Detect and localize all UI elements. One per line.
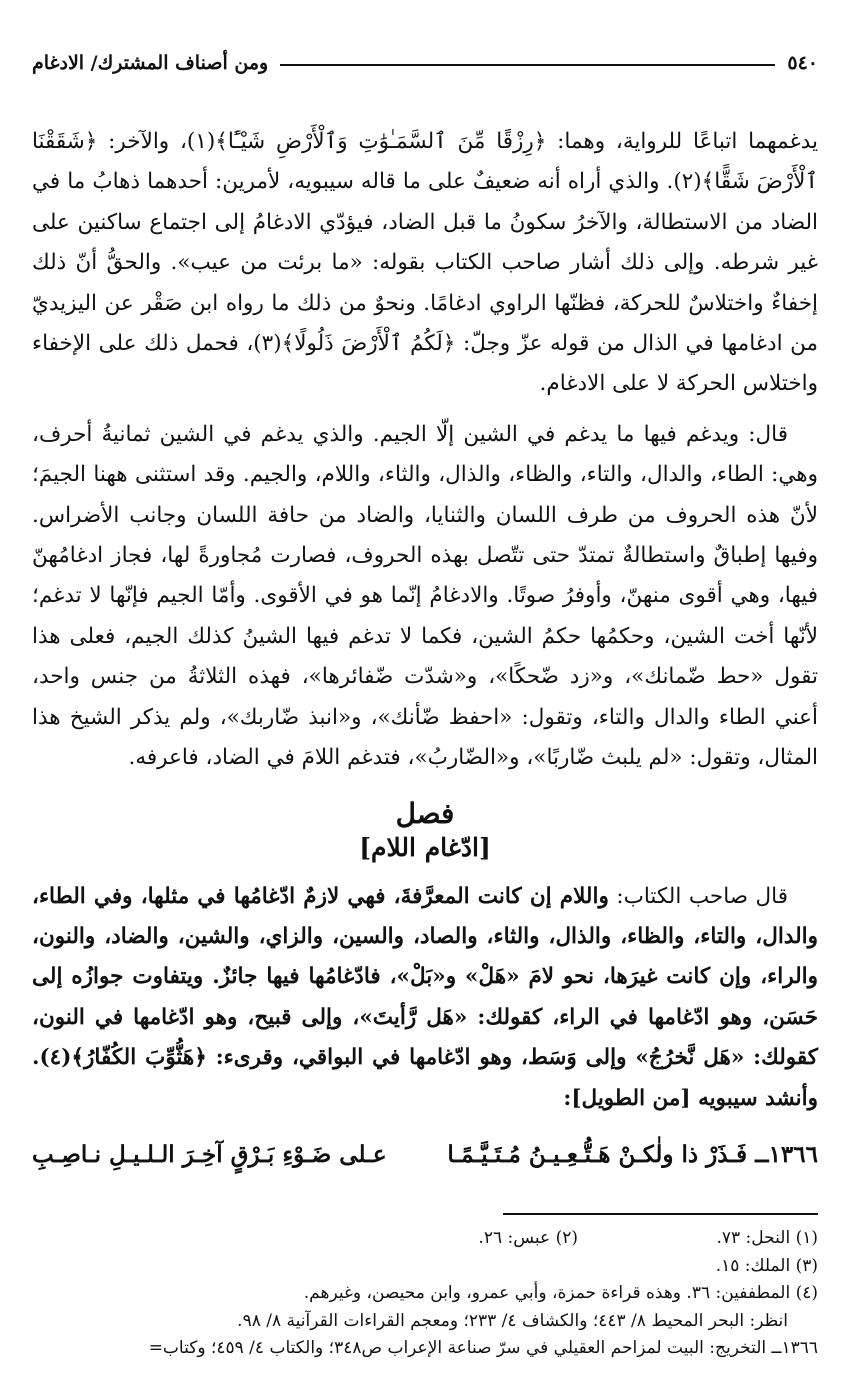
poetry-verse <box>32 1133 818 1177</box>
section-subtitle: [ادّغام اللام] <box>359 832 491 862</box>
footnote-separator <box>503 1213 818 1215</box>
footnote: انظر: البحر المحيط ٨/ ٤٤٣؛ والكشاف ٤/ ٢٣٣؛ ومعجم القراءات القرآنية ٨/ ٩٨. <box>237 1310 788 1331</box>
page-number: ٥٤٠ <box>787 52 818 74</box>
paragraph: يدغمهما اتباعًا للرواية، وهما: ﴿رِزْقًا مِّنَ ٱلسَّمَـٰوَٰتِ وَٱلْأَرْضِ شَيْـًٔا﴾(١)، والآخر: ﴿شَقَقْنَا ٱلْأَرْضَ شَقًّا﴾(٢). والذي أراه أنه ضعيفٌ على ما قاله سيبويه، لأمرين: أحدهما ذهابُ ما في الضاد من الاستطالة، والآخرُ سكونُ ما قبل الضاد، فيؤدّي الادغامُ إلى اجتماع ساكنين على غير شرطه. وإلى ذلك أشار صاحب الكتاب بقوله: «ما برئت من عيب». والحقُّ أنّ ذلك إخفاءٌ واختلاسٌ للحركة، فظنّها الراوي ادغامًا. ونحوٌ من ذلك ما رواه ابن صَقْر عن اليزيديّ من ادغامها في الذال من قوله عزّ وجلّ: ﴿لَكُمُ ٱلْأَرْضَ ذَلُولًا﴾(٣)، فحمل ذلك على الإخفاء واختلاس الحركة لا على الادغام. <box>32 129 819 397</box>
header-rule <box>280 64 775 66</box>
quoted-text: واللام إن كانت المعرَّفةَ، فهي لازمٌ ادّغامُها في مثلها، وفي الطاء، والدال، والتاء، والظاء، والذال، والثاء، والصاد، والسين، والزاي، والشين، والضاد، والنون، والراء، وإن كانت غيرَها، نحو لامَ «هَلْ» و«بَلْ»، فادّغامُها فيها جائزٌ. ويتفاوت جوازُه إلى حَسَن، وهو ادّغامها في الراء، كقولك: «هَل رَّأيتَ»، وإلى قبيح، وهو ادّغامها في النون، كقولك: «هَل نَّخرُجُ» وإلى وَسَط، وهو ادّغامها في البواقي، وقرىء: ﴿هَثُّوِّبَ الكُفّارُ﴾(٤). وأنشد سيبويه [من الطويل]: <box>32 883 818 1111</box>
footnote-row <box>32 1225 818 1253</box>
book-page <box>32 48 818 1363</box>
paragraph-prefix: قال صاحب الكتاب: <box>608 883 788 909</box>
page-header <box>32 48 818 78</box>
footnote: (٤) المطففين: ٣٦. وهذه قراءة حمزة، وأبي عمرو، وابن محيصن، وغيرهم. <box>303 1283 818 1304</box>
verse-first-hemistich: ١٣٦٦ــ فَـذَرْ ذا ولٰكـنْ هَـتُّـعِـيـنُ مُـتَـيَّـمًـا <box>447 1140 818 1168</box>
verse-second-hemistich: عـلى ضَـوْءِ بَـرْقٍ آخِـرَ الـلـيـلِ نـاصِـبِ <box>32 1140 387 1168</box>
section-title: فصل <box>395 796 455 830</box>
paragraph: قال: ويدغم فيها ما يدغم في الشين إلّا الجيم. والذي يدغم في الشين ثمانيةُ أحرف، وهي: الطاء، والدال، والتاء، والظاء، والذال، والثاء، واللام، والجيم. وقد استثنى ههنا الجيمَ؛ لأنّ هذه الحروف من طرف اللسان والثنايا، والضاد من حافة اللسان وجانب الأضراس. وفيها إطباقٌ واستطالةٌ تمتدّ حتى تتّصل بهذه الحروف، فصارت مُجاورةً لها، فجاز ادغامُهنّ فيها، وهي أقوى منهنّ، وأوفرُ صوتًا. والادغامُ إنّما هو في الأقوى. وأمّا الجيم فإنّها لا تدغم؛ لأنّها أخت الشين، وحكمُها حكمُ الشين، فكما لا تدغم فيها الشينُ كذلك الجيم، فعلى هذا تقول «حط ضّمانك»، و«زد ضّحكًا»، و«شدّت ضّفائرها»، فهذه الثلاثةُ من جنس واحد، أعني الطاء والدال والتاء، وتقول: «احفظ ضّأنك»، و«انبذ ضّاربك»، ولم يذكر الشيخ هذا المثال، وتقول: «لم يلبث ضّاربًا»، و«الضّاربُ»، فتدغم اللامَ في الضاد، فاعرفه. <box>32 421 818 771</box>
page-body <box>32 122 818 1363</box>
footnote: (١) النحل: ٧٣. <box>716 1227 818 1248</box>
footnotes <box>32 1225 818 1363</box>
running-title: ومن أصناف المشترك/ الادغام <box>32 52 269 74</box>
footnote: (٣) الملك: ١٥. <box>715 1255 818 1276</box>
footnote: ١٣٦٦ــ التخريج: البيت لمزاحم العقيلي في سرّ صناعة الإعراب ص٣٤٨؛ والكتاب ٤/ ٤٥٩؛ وكتاب= <box>148 1338 818 1359</box>
footnote: (٢) عبس: ٢٦. <box>478 1227 578 1248</box>
paragraph <box>32 877 818 1119</box>
